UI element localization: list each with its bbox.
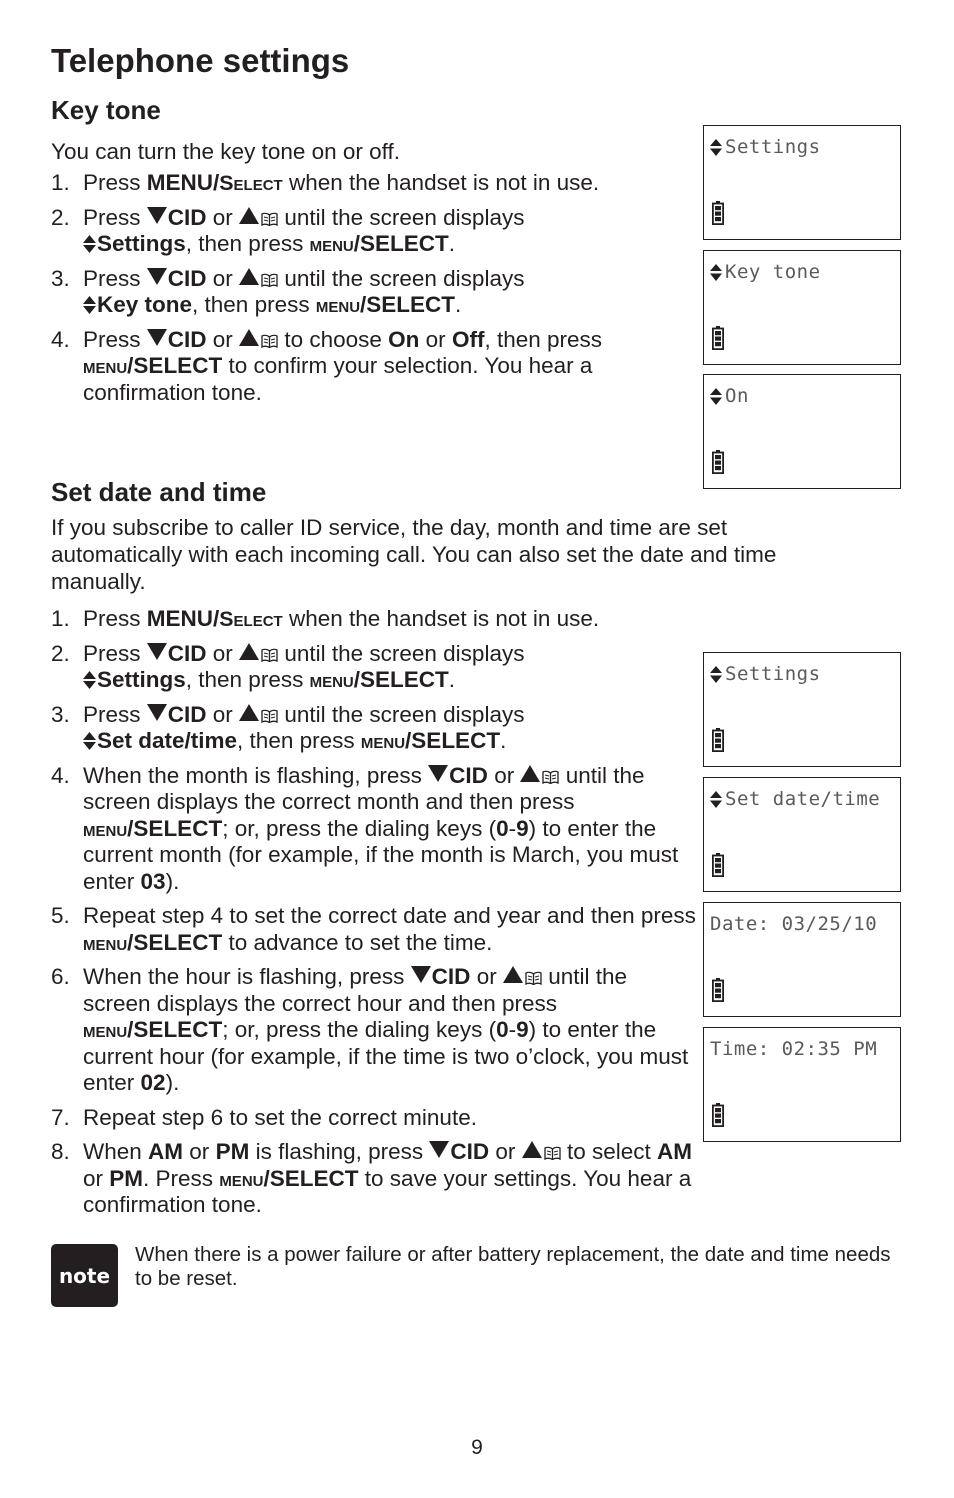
phonebook-icon <box>261 648 278 662</box>
page-number: 9 <box>471 1436 483 1459</box>
key-tone-steps <box>51 170 701 414</box>
phonebook-icon <box>544 1146 561 1160</box>
up-down-arrows-icon <box>710 139 722 156</box>
up-arrow-icon <box>520 765 540 782</box>
list-item: 1. Press MENU/Select when the handset is not in use. <box>51 170 600 195</box>
list-item: 3. Press CID or until the screen displays Key tone, then press menu/SELECT. <box>51 265 525 317</box>
handset-screen-key-tone: Key tone <box>703 250 901 365</box>
note-badge: note <box>51 1244 118 1307</box>
phonebook-icon <box>525 971 542 985</box>
phonebook-icon <box>261 273 278 287</box>
list-item: 5. Repeat step 4 to set the correct date and year and then press menu/SELECT to advance to set the time. <box>51 903 696 955</box>
handset-screen-date: Date: 03/25/10 <box>703 902 901 1017</box>
down-arrow-icon <box>147 329 167 346</box>
up-arrow-icon <box>239 704 259 721</box>
battery-icon <box>712 853 724 877</box>
battery-icon <box>712 978 724 1002</box>
list-item: 6. When the hour is flashing, press CID or until the screen displays the correct hour and then press menu/SELECT; or, press the dialing keys (0-9) to enter the current hour (for example, if the time is two o’clock, you must enter 02). <box>51 964 689 1095</box>
up-down-arrows-icon <box>710 791 722 808</box>
battery-icon <box>712 450 724 474</box>
set-date-title: Set date and time <box>51 477 267 507</box>
key-tone-intro: You can turn the key tone on or off. <box>51 139 401 164</box>
phonebook-icon <box>542 770 559 784</box>
up-arrow-icon <box>239 329 259 346</box>
handset-screen-on: On <box>703 374 901 489</box>
battery-icon <box>712 1103 724 1127</box>
note-text: When there is a power failure or after battery replacement, the date and time needs to be reset. <box>135 1243 891 1290</box>
up-down-arrows-icon <box>710 388 722 405</box>
handset-screen-set-date-time: Set date/time <box>703 777 901 892</box>
up-arrow-icon <box>522 1141 542 1158</box>
down-arrow-icon <box>147 207 167 224</box>
down-arrow-icon <box>429 1141 449 1158</box>
up-down-arrows-icon <box>83 732 96 750</box>
list-item: 2. Press CID or until the screen displays Settings, then press menu/SELECT. <box>51 204 525 256</box>
handset-screen-settings-2: Settings <box>703 652 901 767</box>
key-tone-title: Key tone <box>51 95 161 125</box>
up-down-arrows-icon <box>83 296 96 314</box>
battery-icon <box>712 326 724 350</box>
list-item: 4. Press CID or to choose On or Off, then press menu/SELECT to confirm your selection. You hear a confirmation tone. <box>51 326 603 405</box>
list-item: 4. When the month is flashing, press CID or until the screen displays the correct month and then press menu/SELECT; or, press the dialing keys (0-9) to enter the current month (for example, if the month is March, you must enter 03). <box>51 762 679 894</box>
phonebook-icon <box>261 334 278 348</box>
up-down-arrows-icon <box>710 666 722 683</box>
up-down-arrows-icon <box>83 235 96 253</box>
up-arrow-icon <box>239 207 259 224</box>
up-arrow-icon <box>503 966 523 983</box>
list-item: 3. Press CID or until the screen displays Set date/time, then press menu/SELECT. <box>51 701 525 753</box>
list-item: 1. Press MENU/Select when the handset is not in use. <box>51 606 600 631</box>
down-arrow-icon <box>147 704 167 721</box>
down-arrow-icon <box>147 643 167 660</box>
phonebook-icon <box>261 212 278 226</box>
battery-icon <box>712 728 724 752</box>
up-arrow-icon <box>239 643 259 660</box>
phonebook-icon <box>261 709 278 723</box>
handset-screen-time: Time: 02:35 PM <box>703 1027 901 1142</box>
set-date-steps <box>51 606 696 1227</box>
down-arrow-icon <box>411 966 431 983</box>
up-arrow-icon <box>239 268 259 285</box>
list-item: 8. When AM or PM is flashing, press CID or to select AM or PM. Press menu/SELECT to save your settings. You hear a confirmation tone. <box>51 1139 692 1217</box>
up-down-arrows-icon <box>83 671 96 689</box>
down-arrow-icon <box>428 765 448 782</box>
up-down-arrows-icon <box>710 264 722 281</box>
handset-screen-settings: Settings <box>703 125 901 240</box>
battery-icon <box>712 201 724 225</box>
set-date-intro: If you subscribe to caller ID service, the day, month and time are set automatically with each incoming call. You can also set the date and time manually. <box>51 515 777 594</box>
page-title: Telephone settings <box>51 42 350 79</box>
down-arrow-icon <box>147 268 167 285</box>
list-item: 2. Press CID or until the screen displays Settings, then press menu/SELECT. <box>51 640 525 692</box>
list-item: 7. Repeat step 6 to set the correct minute. <box>51 1104 477 1130</box>
